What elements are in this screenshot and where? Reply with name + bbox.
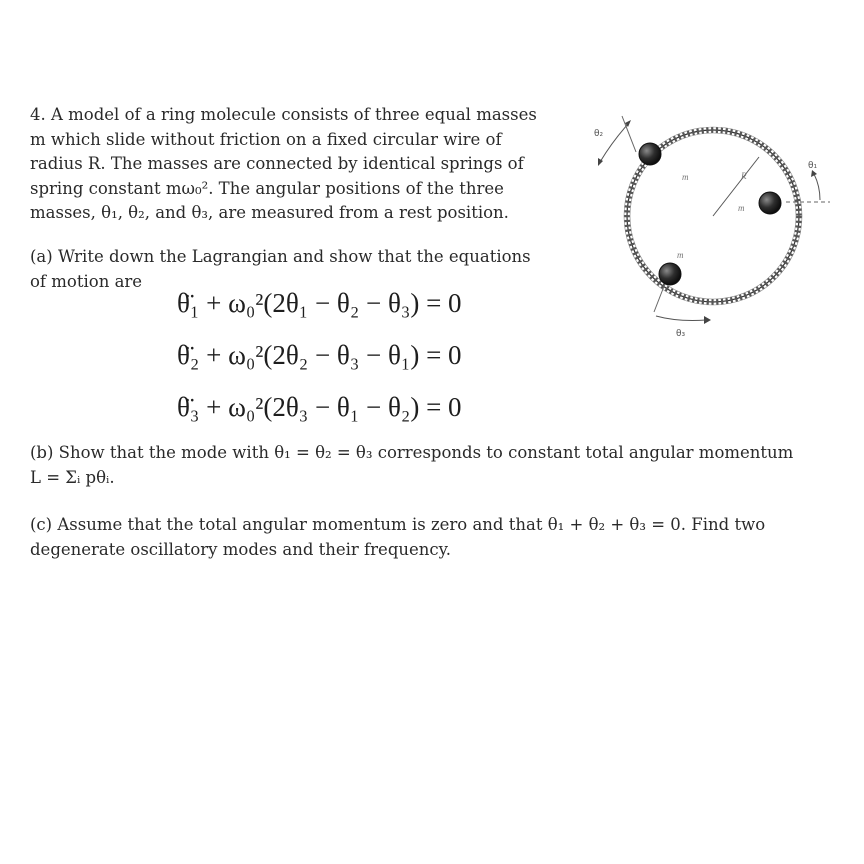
problem-line: m which slide without friction on a fixed circular wire of	[30, 129, 502, 149]
part-b-line: (b) Show that the mode with θ₁ = θ₂ = θ₃ corresponds to constant total angular momentum	[30, 443, 794, 462]
part-c-line: (c) Assume that the total angular momentum is zero and that θ₁ + θ₂ + θ₃ = 0. Find two	[30, 515, 766, 534]
theta1-arrowhead	[811, 170, 817, 177]
problem-line: radius R. The masses are connected by identical springs of	[30, 154, 524, 173]
theta1-arrow	[814, 174, 820, 200]
mass-label-bottom: m	[677, 250, 684, 260]
theta3-arrowhead	[704, 316, 711, 324]
theta2-arrow	[600, 124, 628, 162]
theta3-label: θ₃	[676, 329, 686, 338]
part-c	[30, 513, 765, 562]
problem-line: masses, θ₁, θ₂, and θ₃, are measured from a rest position.	[30, 203, 509, 222]
part-b-line: L = Σᵢ pθᵢ.	[30, 467, 115, 487]
equation-of-motion-3: θ̈₃ + ω₀²(2θ₃ − θ₁ − θ₂) = 0	[177, 392, 462, 422]
mass-bottom-left	[659, 263, 681, 285]
mass-label-right: m	[738, 203, 745, 213]
radius-label: R	[741, 171, 747, 181]
theta1-label: θ₁	[808, 161, 818, 171]
part-a	[30, 245, 531, 294]
equation-of-motion-2: θ̈₂ + ω₀²(2θ₂ − θ₃ − θ₁) = 0	[177, 340, 462, 370]
theta2-label: θ₂	[594, 129, 604, 139]
mass-right	[759, 192, 781, 214]
part-a-line: of motion are	[30, 271, 143, 291]
mass-top-left	[639, 143, 661, 165]
mass-label-top: m	[682, 172, 689, 182]
part-b	[30, 441, 793, 490]
problem-line: spring constant mω₀². The angular positions of the three	[30, 178, 504, 198]
radius-line	[713, 157, 759, 216]
problem-statement	[30, 103, 537, 226]
ring-molecule-diagram	[588, 104, 838, 338]
equation-of-motion-1: θ̈₁ + ω₀²(2θ₁ − θ₂ − θ₃) = 0	[177, 288, 462, 318]
part-a-line: (a) Write down the Lagrangian and show that the equations	[30, 247, 531, 266]
part-c-line: degenerate oscillatory modes and their frequency.	[30, 539, 452, 559]
problem-line: 4. A model of a ring molecule consists of three equal masses	[30, 105, 537, 124]
theta3-arrow	[656, 316, 706, 321]
